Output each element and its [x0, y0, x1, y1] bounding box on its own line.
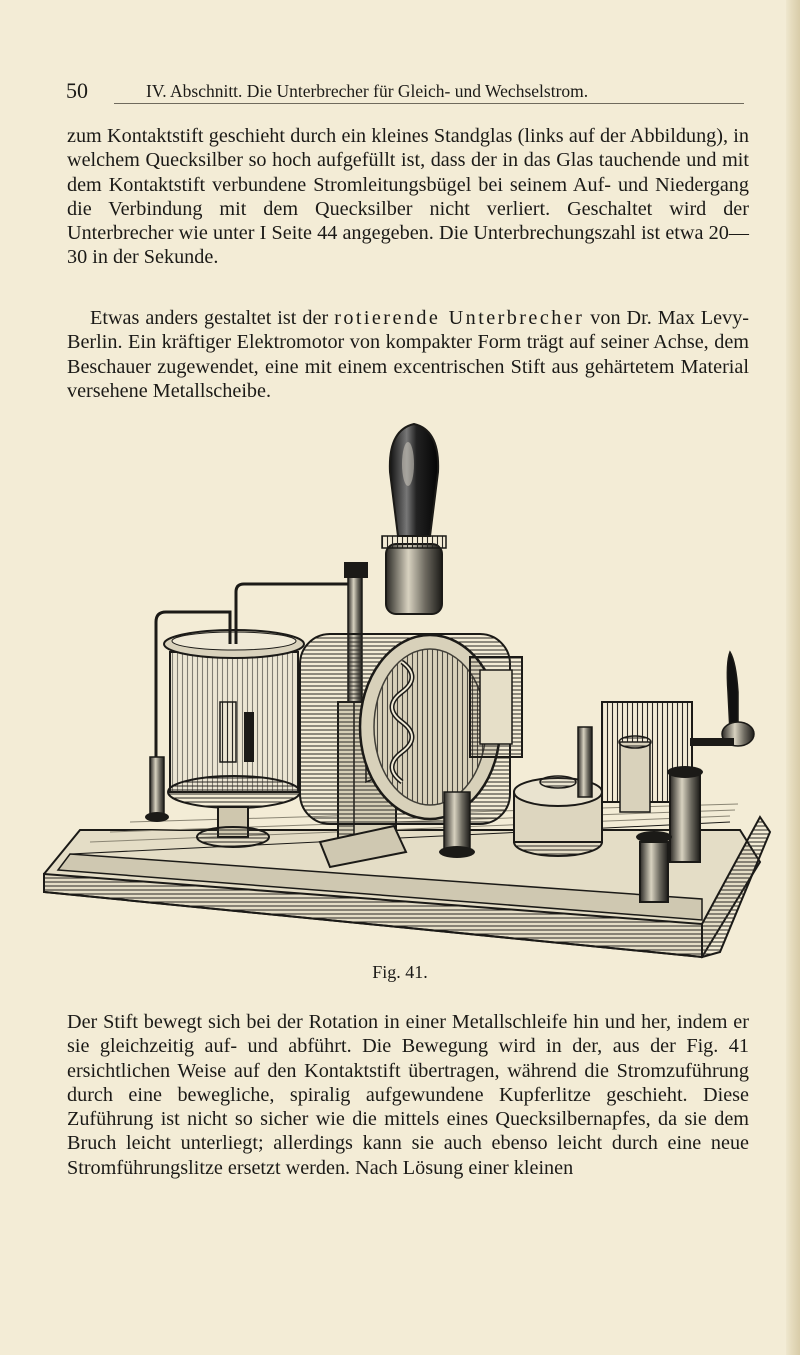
figure-caption: Fig. 41. — [372, 962, 428, 982]
page-header — [66, 78, 742, 104]
paragraph-2 — [67, 306, 749, 403]
page-edge-shadow — [786, 0, 800, 1355]
running-head: IV. Abschnitt. Die Unterbrecher für Gleich- und Wechselstrom. — [146, 81, 589, 101]
header-rule — [114, 103, 744, 104]
paragraph-2-end: von Dr. Max Levy-Berlin. Ein kräftiger Elektromotor von kompakter Form trägt auf seiner Achse, dem Beschauer zugewendet, eine mit einem excentrischen Stift aus gehärtetem Material versehene Metallscheibe. — [67, 307, 750, 402]
mercury-standglass — [145, 630, 304, 847]
paragraph-1: zum Kontaktstift geschieht durch ein kleines Standglas (links auf der Abbildung), in welchem Quecksilber so hoch aufgefüllt ist, dass der in das Glas tauchende und mit dem Kontaktstift verbundene Stromleitungsbügel bei seinem Auf- und Niedergang die Verbindung mit dem Quecksilber nicht verliert. Geschaltet wird der Unterbrecher wie unter I Seite 44 angegeben. Die Unterbrechungszahl ist etwa 20—30 in der Sekunde. — [67, 125, 749, 269]
electromotor — [300, 634, 522, 824]
page-number: 50 — [66, 78, 88, 103]
figure-41-interrupter-illustration — [30, 412, 782, 977]
vacuum-bulb — [382, 424, 446, 614]
paragraph-2-emphasis: rotierende Unterbrecher — [334, 307, 585, 329]
paragraph-3: Der Stift bewegt sich bei der Rotation in einer Metallschleife hin und her, indem er sie gleichzeitig auf- und abführt. Die Bewegung wird in der, aus der Fig. 41 ersichtlichen Weise auf den Kontaktstift übertragen, während die Stromzuführung durch eine bewegliche, spiralig aufgewundene Kupferlitze geschieht. Diese Zuführung ist nicht so sicher wie die mittels eines Quecksilbernapfes, da sie dem Bruch leicht unterliegt; allerdings kann sie auch ebenso leicht durch eine neue Stromführungslitze ersetzt werden. Nach Lösung einer kleinen — [67, 1011, 749, 1179]
switch-lever-handle — [690, 652, 754, 746]
binding-post-left — [439, 792, 475, 858]
paragraph-2-start: Etwas anders gestaltet ist der — [90, 307, 329, 329]
